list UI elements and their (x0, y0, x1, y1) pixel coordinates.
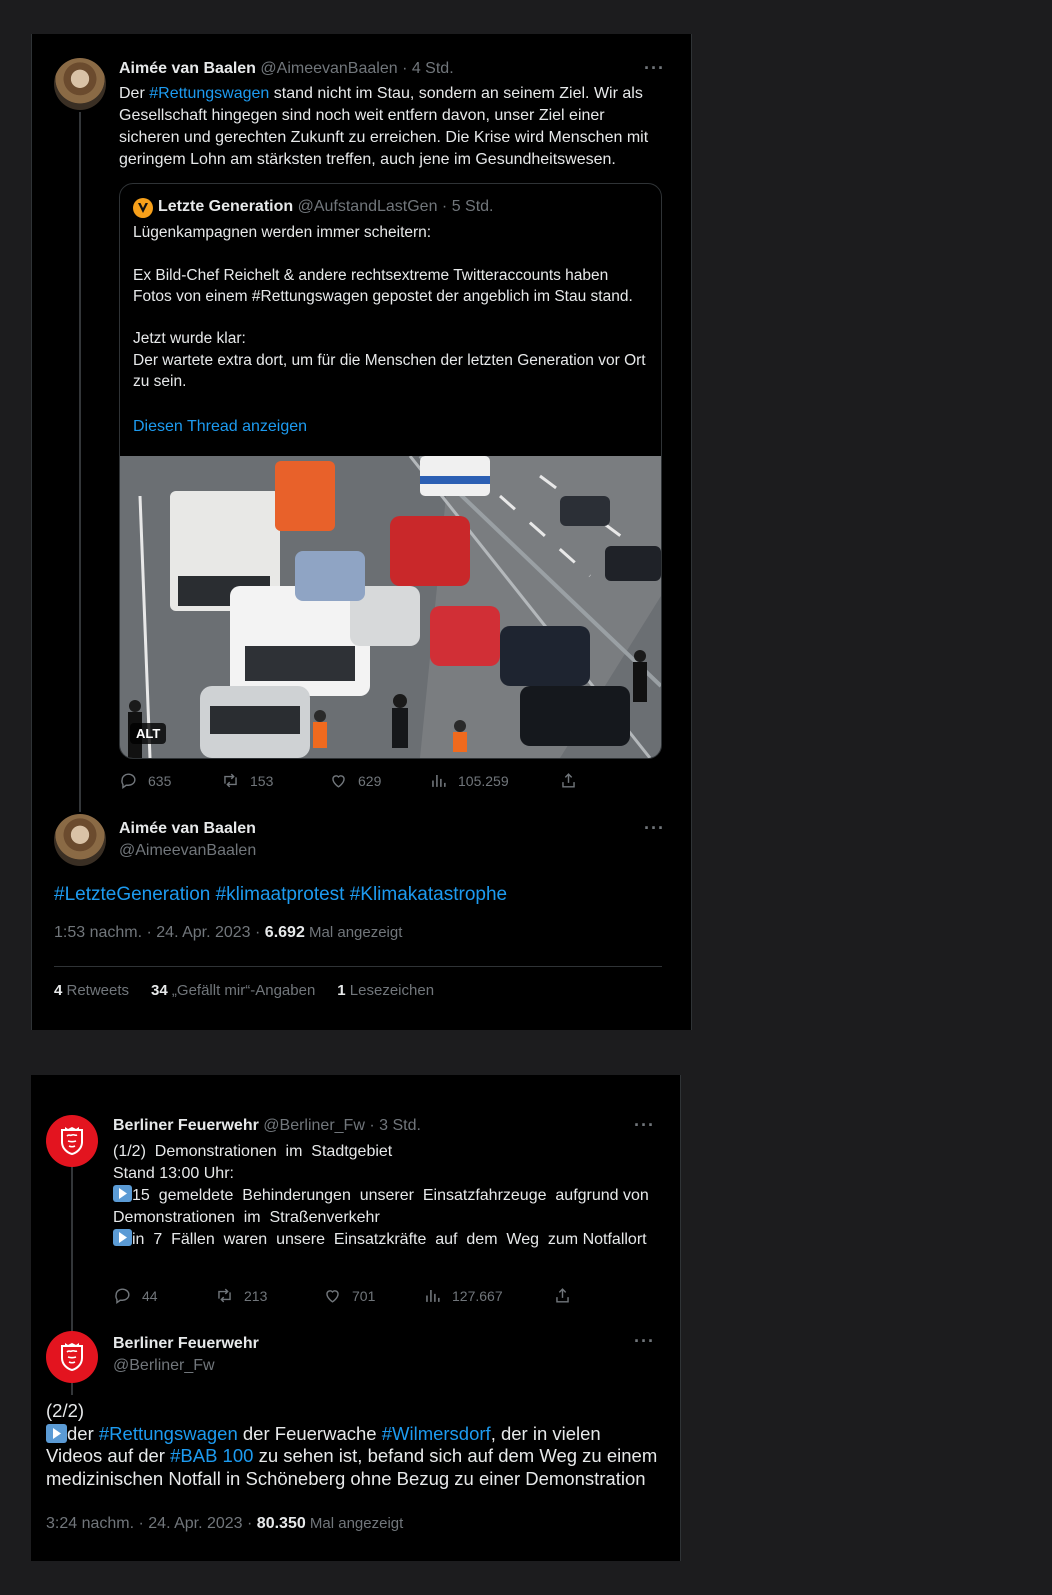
tweet3-line4-text: in 7 Fällen waren unsere Einsatzkräfte auf dem Weg zum Notfallort (132, 1231, 647, 1248)
tweet1-author-name[interactable]: Aimée van Baalen (119, 60, 256, 77)
tweet4-views: 80.350 (256, 1515, 306, 1532)
tweet3-actions (113, 1286, 583, 1305)
berlin-bear-crest-icon (55, 1340, 89, 1374)
tweet4-author-name[interactable]: Berliner Feuerwehr (113, 1335, 259, 1352)
show-thread-link[interactable]: Diesen Thread anzeigen (133, 418, 308, 435)
views-count: 127.667 (452, 1287, 503, 1304)
share-button[interactable] (559, 771, 578, 790)
retweet-icon (221, 771, 240, 790)
likes-label: „Gefällt mir“-Angaben (167, 982, 316, 999)
tweet4-body (46, 1423, 661, 1491)
tweet2-hashtags[interactable]: #LetzteGeneration #klimaatprotest #Klimakatastrophe (54, 884, 508, 905)
heart-icon (329, 771, 348, 790)
bookmarks-link[interactable] (337, 982, 434, 999)
thread-line (79, 112, 81, 812)
play-arrow-icon (46, 1424, 67, 1443)
likes-number: 34 (151, 982, 168, 999)
tweet2-timestamp-line (54, 924, 402, 942)
tweet3-header (113, 1117, 421, 1135)
views-button[interactable] (429, 771, 559, 790)
tweet4-hashtag-bab100[interactable]: #BAB 100 (170, 1445, 254, 1466)
like-button[interactable] (329, 771, 429, 790)
heart-icon (323, 1286, 342, 1305)
play-arrow-icon (113, 1229, 132, 1246)
berlin-bear-crest-icon (55, 1124, 89, 1158)
quote-author-name[interactable]: Letzte Generation (158, 198, 294, 215)
tweet2-engagement-counts (54, 982, 434, 999)
avatar-aimee-2[interactable] (54, 814, 106, 866)
tweet4-text-end: zu sehen ist, befand sich auf dem Weg zu einem medizinischen Notfall in Schöneberg ohne Bezug zu einer Demonstration (46, 1445, 658, 1489)
avatar-berliner-feuerwehr-2[interactable] (46, 1331, 98, 1383)
tweet3-line2: Stand 13:00 Uhr: (113, 1165, 234, 1182)
tweet2-more-button[interactable]: ··· (644, 818, 665, 838)
retweets-number: 4 (54, 982, 63, 999)
views-chart-icon (429, 771, 448, 790)
tweet-card-feuerwehr (31, 1075, 681, 1561)
retweets-link[interactable] (54, 982, 129, 999)
divider (54, 966, 662, 967)
tweet3-line1: (1/2) Demonstrationen im Stadtgebiet (113, 1143, 393, 1160)
quote-header (158, 198, 494, 216)
reply-icon (113, 1286, 132, 1305)
reply-button[interactable] (119, 771, 221, 790)
tweet4-text (46, 1400, 661, 1490)
letzte-generation-logo-icon (133, 198, 153, 218)
tweet2-views-label: Mal angezeigt (304, 924, 403, 941)
tweet1-text (119, 83, 669, 171)
tweet4-hashtag-wilmersdorf[interactable]: #Wilmersdorf (381, 1422, 491, 1444)
avatar-aimee[interactable] (54, 58, 106, 110)
like-button[interactable] (323, 1286, 423, 1305)
tweet1-text-pre: Der (119, 85, 150, 102)
views-count: 105.259 (458, 772, 509, 789)
tweet4-text-mid1: der Feuerwache (237, 1422, 382, 1444)
tweet2-time[interactable]: 1:53 nachm. · 24. Apr. 2023 · (54, 924, 265, 941)
like-count: 629 (358, 772, 382, 789)
retweet-icon (215, 1286, 234, 1305)
tweet3-line3-text: 15 gemeldete Behinderungen unserer Einsatzfahrzeuge aufgrund von Demonstrationen im Straßenverkehr (113, 1187, 658, 1226)
tweet-card-aimee (31, 34, 692, 1030)
alt-text-badge[interactable]: ALT (130, 723, 166, 744)
retweet-button[interactable] (215, 1286, 323, 1305)
like-count: 701 (352, 1287, 376, 1304)
tweet3-line4 (113, 1229, 653, 1251)
tweet2-views: 6.692 (264, 924, 305, 941)
play-arrow-icon (113, 1185, 132, 1202)
tweet1-text-post: stand nicht im Stau, sondern an seinem Ziel. Wir als Gesellschaft hingegen sind noch weit entfern davon, unser Ziel einer sicheren und gerechten Zukunft zu erreichen. Die Krise wird Menschen mit geringem Lohn am stärksten treffen, auch jene im Gesundheitswesen. (119, 85, 653, 168)
views-button[interactable] (423, 1286, 553, 1305)
likes-link[interactable] (151, 982, 315, 999)
tweet1-hashtag-rettungswagen[interactable]: #Rettungswagen (149, 85, 270, 102)
reply-button[interactable] (113, 1286, 215, 1305)
tweet4-line1: (2/2) (46, 1400, 85, 1421)
tweet4-views-label: Mal angezeigt (305, 1515, 404, 1532)
quoted-tweet[interactable] (119, 183, 662, 759)
reply-icon (119, 771, 138, 790)
bookmarks-number: 1 (337, 982, 346, 999)
views-chart-icon (423, 1286, 442, 1305)
tweet2-handle[interactable]: @AimeevanBaalen (119, 842, 257, 859)
quote-handle-time[interactable]: @AufstandLastGen · 5 Std. (297, 198, 494, 215)
retweets-label: Retweets (62, 982, 130, 999)
tweet4-handle[interactable]: @Berliner_Fw (113, 1357, 215, 1374)
tweet1-handle-time[interactable]: @AimeevanBaalen · 4 Std. (260, 60, 454, 77)
traffic-jam-photo (120, 456, 661, 758)
tweet4-text-der: der (67, 1422, 99, 1444)
tweet1-actions (119, 771, 589, 790)
tweet3-line3 (113, 1185, 658, 1229)
tweet4-hashtag-rettungswagen[interactable]: #Rettungswagen (98, 1422, 238, 1444)
tweet3-text (113, 1141, 658, 1251)
share-icon (553, 1286, 572, 1305)
tweet1-more-button[interactable]: ··· (644, 58, 665, 78)
bookmarks-label: Lesezeichen (345, 982, 435, 999)
quote-text: Lügenkampagnen werden immer scheitern: Ex Bild-Chef Reichelt & andere rechtsextreme Twitteraccounts haben Fotos von einem #Rettungswagen gepostet der angeblich im Stau stand. Jetzt wurde klar: Der wartete extra dort, um für die Menschen der letzten Generation vor Ort zu sein. (133, 224, 646, 391)
tweet3-handle-time[interactable]: @Berliner_Fw · 3 Std. (263, 1117, 421, 1134)
tweet4-timestamp-line (46, 1515, 403, 1533)
retweet-button[interactable] (221, 771, 329, 790)
share-button[interactable] (553, 1286, 572, 1305)
tweet4-text-mid2: , der in vielen Videos auf der (46, 1422, 601, 1466)
tweet4-more-button[interactable]: ··· (634, 1331, 655, 1351)
tweet1-header (119, 60, 454, 78)
tweet4-time[interactable]: 3:24 nachm. · 24. Apr. 2023 · (46, 1515, 257, 1532)
reply-count: 635 (148, 772, 172, 789)
reply-count: 44 (142, 1287, 158, 1304)
tweet2-author-name[interactable]: Aimée van Baalen (119, 820, 256, 837)
tweet3-more-button[interactable]: ··· (634, 1115, 655, 1135)
avatar-berliner-feuerwehr[interactable] (46, 1115, 98, 1167)
retweet-count: 153 (250, 772, 274, 789)
tweet3-author-name[interactable]: Berliner Feuerwehr (113, 1117, 259, 1134)
retweet-count: 213 (244, 1287, 268, 1304)
share-icon (559, 771, 578, 790)
quote-photo[interactable] (120, 456, 661, 758)
